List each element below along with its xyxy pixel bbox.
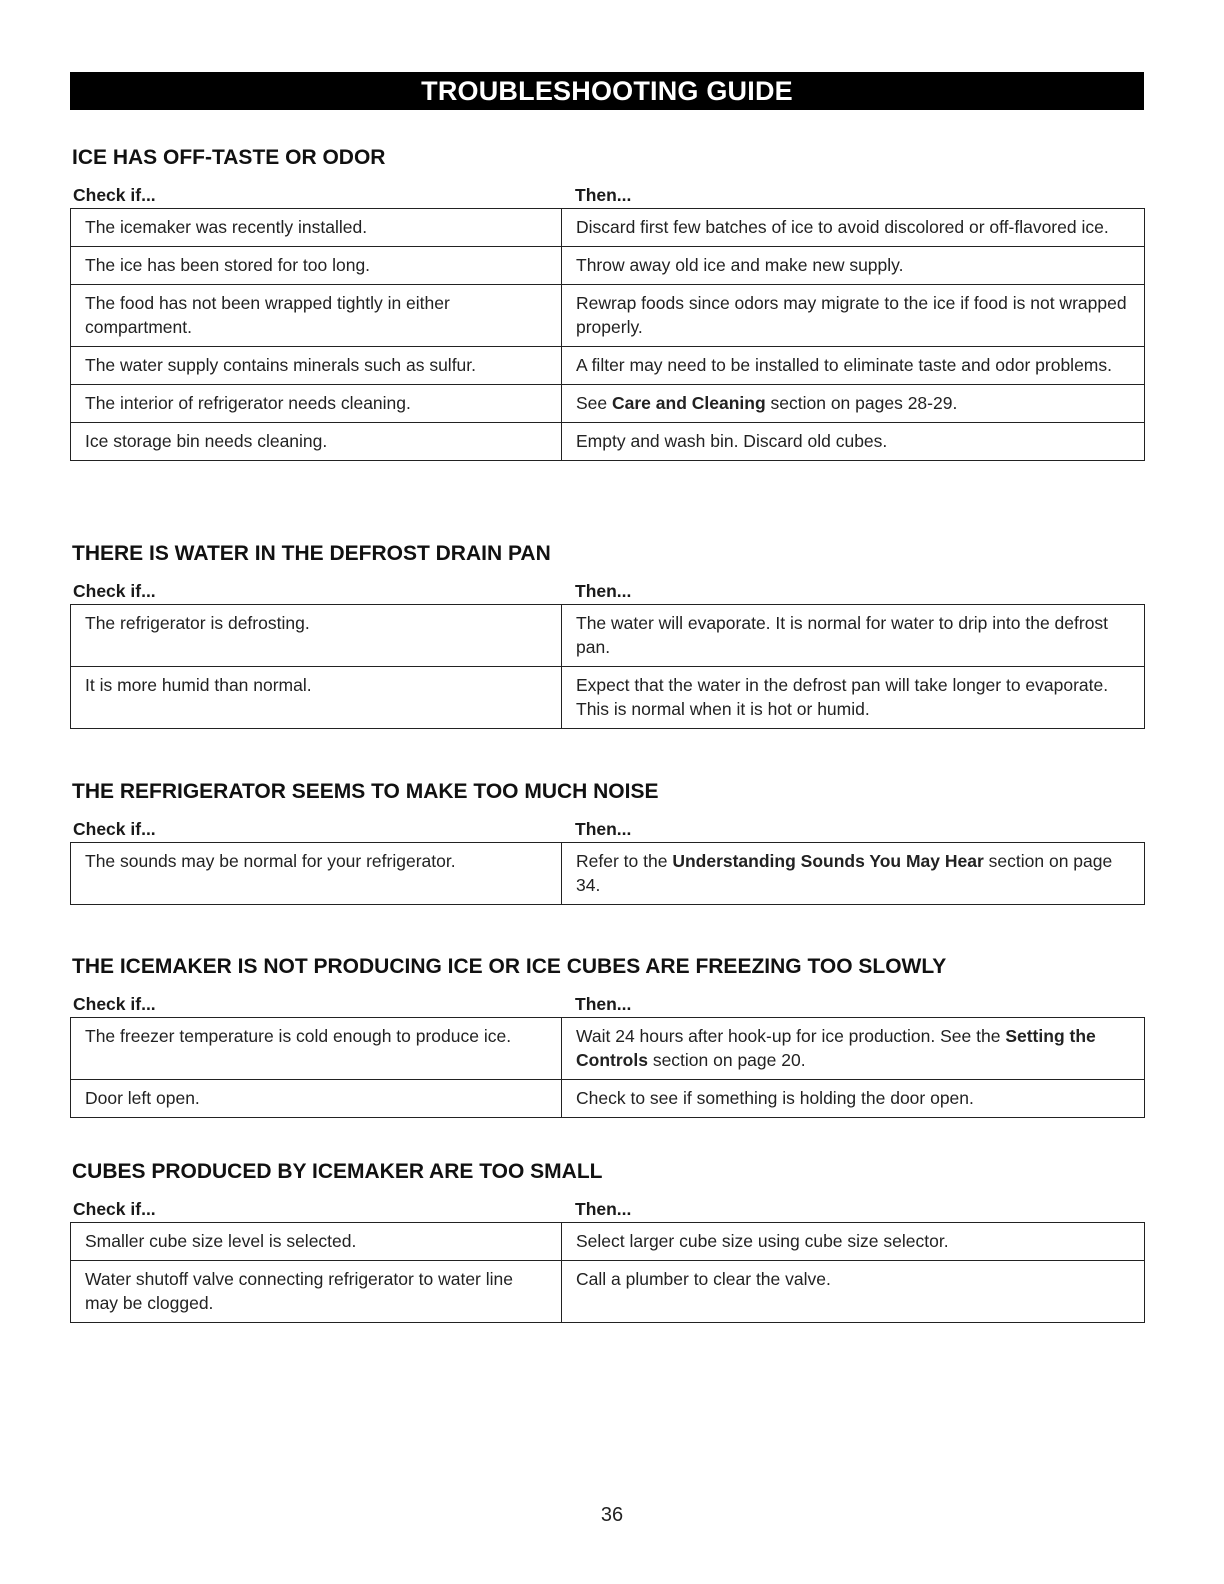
section-too-much-noise: [70, 780, 1144, 905]
check-cell: The refrigerator is defrosting.: [71, 605, 562, 667]
table-row: [71, 285, 1145, 347]
section-title: THERE IS WATER IN THE DEFROST DRAIN PAN: [72, 542, 551, 565]
then-reference: Understanding Sounds You May Hear: [672, 851, 984, 871]
table-row: [71, 667, 1145, 729]
then-cell: [562, 385, 1145, 423]
page-number: 36: [600, 1504, 624, 1526]
table-row: [71, 1080, 1145, 1118]
troubleshooting-table: [70, 1017, 1145, 1118]
then-cell: Throw away old ice and make new supply.: [562, 247, 1145, 285]
check-if-header: Check if...: [73, 581, 156, 601]
column-headers: [70, 1198, 1144, 1222]
table-row: [71, 605, 1145, 667]
then-reference: Setting the Controls: [576, 1026, 1096, 1070]
column-headers: [70, 818, 1144, 842]
then-header: Then...: [575, 581, 632, 601]
check-cell: Door left open.: [71, 1080, 562, 1118]
check-if-header: Check if...: [73, 819, 156, 839]
then-cell: [562, 1018, 1145, 1080]
then-cell: Check to see if something is holding the door open.: [562, 1080, 1145, 1118]
table-row: [71, 843, 1145, 905]
check-cell: The freezer temperature is cold enough to produce ice.: [71, 1018, 562, 1080]
check-cell: The food has not been wrapped tightly in either compartment.: [71, 285, 562, 347]
section-title: THE REFRIGERATOR SEEMS TO MAKE TOO MUCH NOISE: [72, 780, 659, 803]
check-cell: It is more humid than normal.: [71, 667, 562, 729]
then-reference: Care and Cleaning: [612, 393, 766, 413]
then-cell: Call a plumber to clear the valve.: [562, 1261, 1145, 1323]
column-headers: [70, 184, 1144, 208]
then-cell: The water will evaporate. It is normal for water to drip into the defrost pan.: [562, 605, 1145, 667]
table-row: [71, 209, 1145, 247]
check-cell: Water shutoff valve connecting refrigerator to water line may be clogged.: [71, 1261, 562, 1323]
check-if-header: Check if...: [73, 994, 156, 1014]
then-cell: Expect that the water in the defrost pan will take longer to evaporate. This is normal when it is hot or humid.: [562, 667, 1145, 729]
then-text: See: [576, 393, 612, 413]
then-header: Then...: [575, 1199, 632, 1219]
then-cell: [562, 843, 1145, 905]
table-row: [71, 423, 1145, 461]
section-title: THE ICEMAKER IS NOT PRODUCING ICE OR ICE CUBES ARE FREEZING TOO SLOWLY: [72, 955, 947, 978]
then-cell: Select larger cube size using cube size selector.: [562, 1223, 1145, 1261]
check-cell: The sounds may be normal for your refrigerator.: [71, 843, 562, 905]
troubleshooting-table: [70, 842, 1145, 905]
then-header: Then...: [575, 185, 632, 205]
then-cell: Rewrap foods since odors may migrate to the ice if food is not wrapped properly.: [562, 285, 1145, 347]
column-headers: [70, 993, 1144, 1017]
check-cell: The ice has been stored for too long.: [71, 247, 562, 285]
column-headers: [70, 580, 1144, 604]
section-water-drain-pan: [70, 542, 1144, 729]
section-ice-off-taste: [70, 146, 1144, 461]
table-row: [71, 1018, 1145, 1080]
then-text: section on page 20.: [647, 1050, 806, 1070]
then-cell: Empty and wash bin. Discard old cubes.: [562, 423, 1145, 461]
table-row: [71, 247, 1145, 285]
section-icemaker-not-producing: [70, 955, 1144, 1118]
check-cell: The icemaker was recently installed.: [71, 209, 562, 247]
then-text: section on pages 28-29.: [765, 393, 958, 413]
then-text: Refer to the: [576, 851, 673, 871]
troubleshooting-table: [70, 1222, 1145, 1323]
table-row: [71, 347, 1145, 385]
check-cell: The interior of refrigerator needs cleaning.: [71, 385, 562, 423]
table-row: [71, 1261, 1145, 1323]
then-cell: A filter may need to be installed to eliminate taste and odor problems.: [562, 347, 1145, 385]
then-text: section on page 34.: [576, 851, 1113, 895]
troubleshooting-table: [70, 208, 1145, 461]
check-if-header: Check if...: [73, 185, 156, 205]
then-text: Wait 24 hours after hook-up for ice production. See the: [576, 1026, 1006, 1046]
table-row: [71, 1223, 1145, 1261]
page-banner: TROUBLESHOOTING GUIDE: [70, 72, 1144, 110]
table-row: [71, 385, 1145, 423]
check-if-header: Check if...: [73, 1199, 156, 1219]
check-cell: Smaller cube size level is selected.: [71, 1223, 562, 1261]
then-header: Then...: [575, 819, 632, 839]
then-cell: Discard first few batches of ice to avoid discolored or off-flavored ice.: [562, 209, 1145, 247]
troubleshooting-table: [70, 604, 1145, 729]
section-cubes-too-small: [70, 1160, 1144, 1323]
check-cell: The water supply contains minerals such as sulfur.: [71, 347, 562, 385]
section-title: ICE HAS OFF-TASTE OR ODOR: [72, 146, 386, 169]
then-header: Then...: [575, 994, 632, 1014]
check-cell: Ice storage bin needs cleaning.: [71, 423, 562, 461]
section-title: CUBES PRODUCED BY ICEMAKER ARE TOO SMALL: [72, 1160, 603, 1183]
